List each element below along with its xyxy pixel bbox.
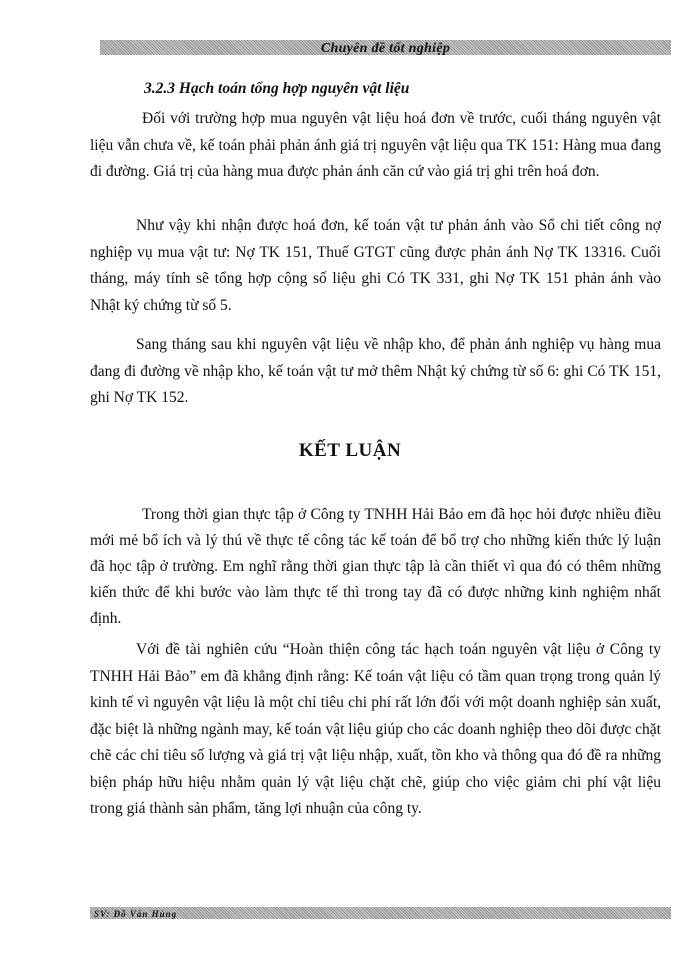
header-title: Chuyên đề tốt nghiệp — [320, 41, 451, 56]
section-heading: 3.2.3 Hạch toán tổng hợp nguyên vật liệu — [144, 80, 410, 97]
conclusion-title: KẾT LUẬN — [298, 440, 402, 461]
conclusion-paragraph-2: Với đề tài nghiên cứu “Hoàn thiện công tác hạch toán nguyên vật liệu ở Công ty TNHH Hải Bảo” em đã khẳng định rằng: Kế toán vật liệu có tầm quan trọng trong quản lý kinh tế vì nguyên vật liệu là một chỉ tiêu chi phí rất lớn đối với một doanh nghiệp sản xuất, đặc biệt là những ngành may, kế toán vật liệu giúp cho các doanh nghiệp theo dõi được chặt chẽ các chỉ tiêu số lượng và giá trị vật liệu nhập, xuất, tồn kho và thông qua đó đề ra những biện pháp hữu hiệu nhằm quản lý vật liệu chặt chẽ, giúp cho việc giảm chi phí vật liệu trong giá thành sản phẩm, tăng lợi nhuận của công ty. — [90, 641, 661, 817]
page-footer — [90, 907, 671, 919]
conclusion-paragraph-1: Trong thời gian thực tập ở Công ty TNHH Hải Bảo em đã học hỏi được nhiều điều mới mẻ bổ ích và lý thú về thực tế công tác kế toán để bổ trợ cho những kiến thức lý luận đã học tập ở trường. Em nghĩ rằng thời gian thực tập là cần thiết vì qua đó có thêm những kiến thức để khi bước vào làm thực tế thì trong tay đã có được những kinh nghiệm nhất định. — [90, 506, 661, 627]
paragraph-1: Đối với trường hợp mua nguyên vật liệu hoá đơn về trước, cuối tháng nguyên vật liệu vẫn chưa về, kế toán phải phản ánh giá trị nguyên vật liệu qua TK 151: Hàng mua đang đi đường. Giá trị của hàng mua được phản ánh căn cứ vào giá trị ghi trên hoá đơn. — [90, 110, 661, 180]
page-header — [100, 40, 671, 55]
paragraph-3: Sang tháng sau khi nguyên vật liệu về nhập kho, để phản ánh nghiệp vụ hàng mua đang đi đường về nhập kho, kế toán vật tư mở thêm Nhật ký chứng từ số 6: ghi Có TK 151, ghi Nợ TK 152. — [90, 336, 661, 406]
paragraph-2: Như vậy khi nhận được hoá đơn, kế toán vật tư phản ánh vào Sổ chi tiết công nợ nghiệp vụ mua vật tư: Nợ TK 151, Thuế GTGT cũng được phản ánh Nợ TK 13316. Cuối tháng, máy tính sẽ tổng hợp cộng số liệu ghi Có TK 331, ghi Nợ TK 151 phản ánh vào Nhật ký chứng từ số 5. — [90, 217, 661, 314]
footer-author: SV: Đỗ Văn Hùng — [94, 909, 178, 919]
